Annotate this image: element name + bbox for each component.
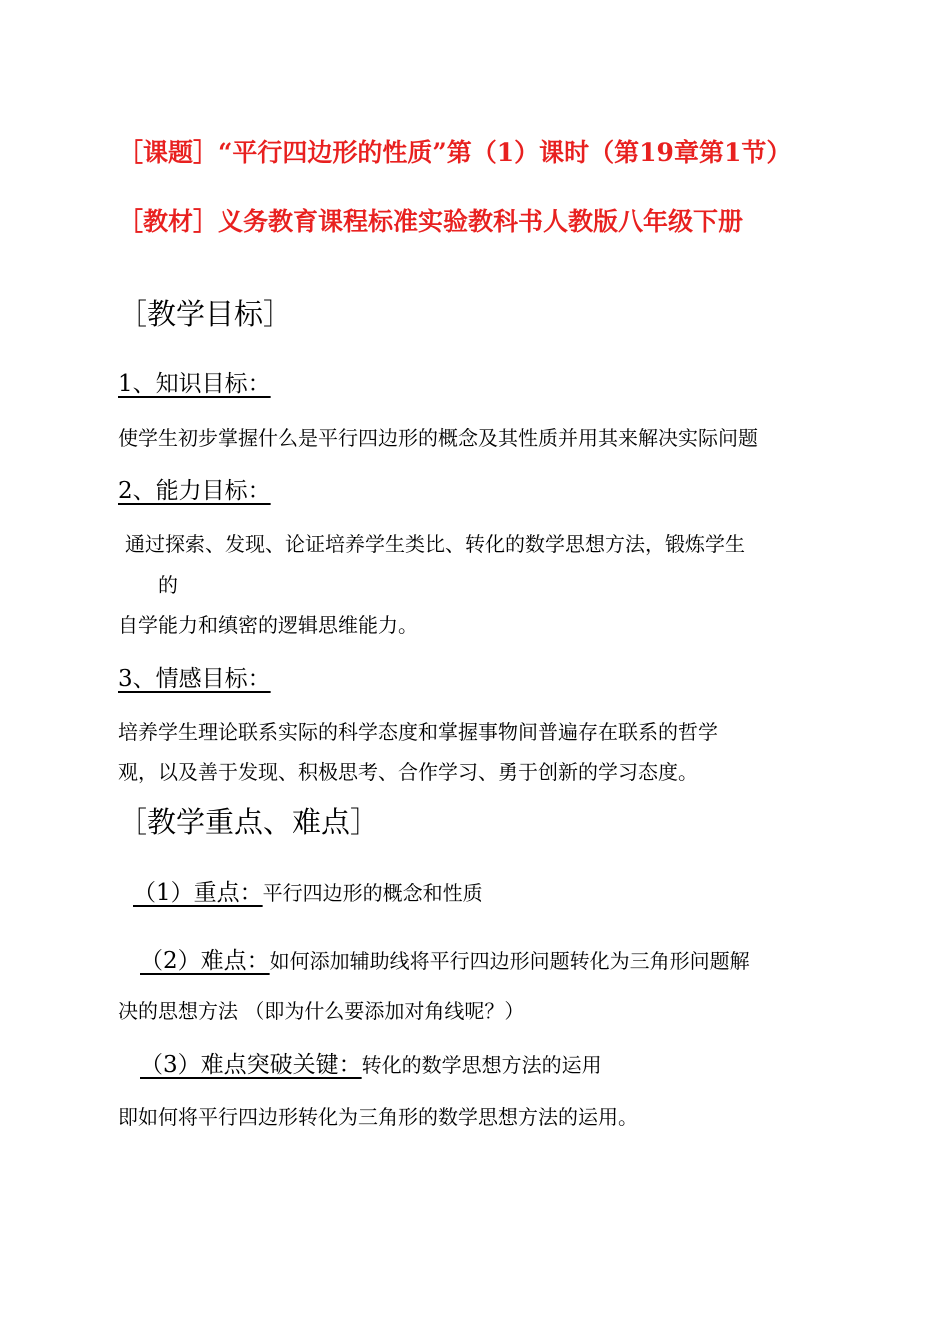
- key-point-1-text: 平行四边形的概念和性质: [262, 881, 483, 905]
- textbook-info: ［教材］义务教育课程标准实验教科书人教版八年级下册: [118, 207, 744, 236]
- emotion-text-line2: 观，以及善于发现、积极思考、合作学习、勇于创新的学习态度。: [118, 760, 698, 784]
- ability-text-line2: 自学能力和缜密的逻辑思维能力。: [118, 613, 418, 637]
- key-point-1: [133, 874, 483, 907]
- lesson-topic: ［课题］“平行四边形的性质”第（1）课时（第19章第1节）: [118, 138, 792, 167]
- key-point-1-label: （1）重点：: [133, 880, 263, 906]
- ability-heading: 2、能力目标：: [118, 478, 271, 504]
- key-point-3-label: （3）难点突破关键：: [140, 1052, 362, 1078]
- objectives-title: ［教学目标］: [118, 297, 293, 331]
- key-point-3-text: 转化的数学思想方法的运用: [361, 1053, 602, 1077]
- knowledge-heading: 1、知识目标：: [118, 371, 271, 397]
- key-point-3: [140, 1046, 602, 1079]
- key-point-3-text-line2: 即如何将平行四边形转化为三角形的数学思想方法的运用。: [118, 1105, 638, 1129]
- key-point-2-text: 如何添加辅助线将平行四边形问题转化为三角形问题解: [269, 949, 750, 973]
- key-point-2-label: （2）难点：: [140, 948, 270, 974]
- key-point-2-text-line2: 决的思想方法 （即为什么要添加对角线呢？）: [118, 999, 525, 1023]
- key-points-title: ［教学重点、难点］: [118, 805, 380, 839]
- emotion-heading: 3、情感目标：: [118, 666, 271, 692]
- ability-text-line1: 通过探索、发现、论证培养学生类比、转化的数学思想方法，锻炼学生: [125, 532, 745, 556]
- knowledge-text: 使学生初步掌握什么是平行四边形的概念及其性质并用其来解决实际问题: [118, 426, 758, 450]
- key-point-2: [140, 942, 750, 975]
- emotion-text-line1: 培养学生理论联系实际的科学态度和掌握事物间普遍存在联系的哲学: [118, 720, 718, 744]
- ability-text-wrap: 的: [158, 573, 178, 597]
